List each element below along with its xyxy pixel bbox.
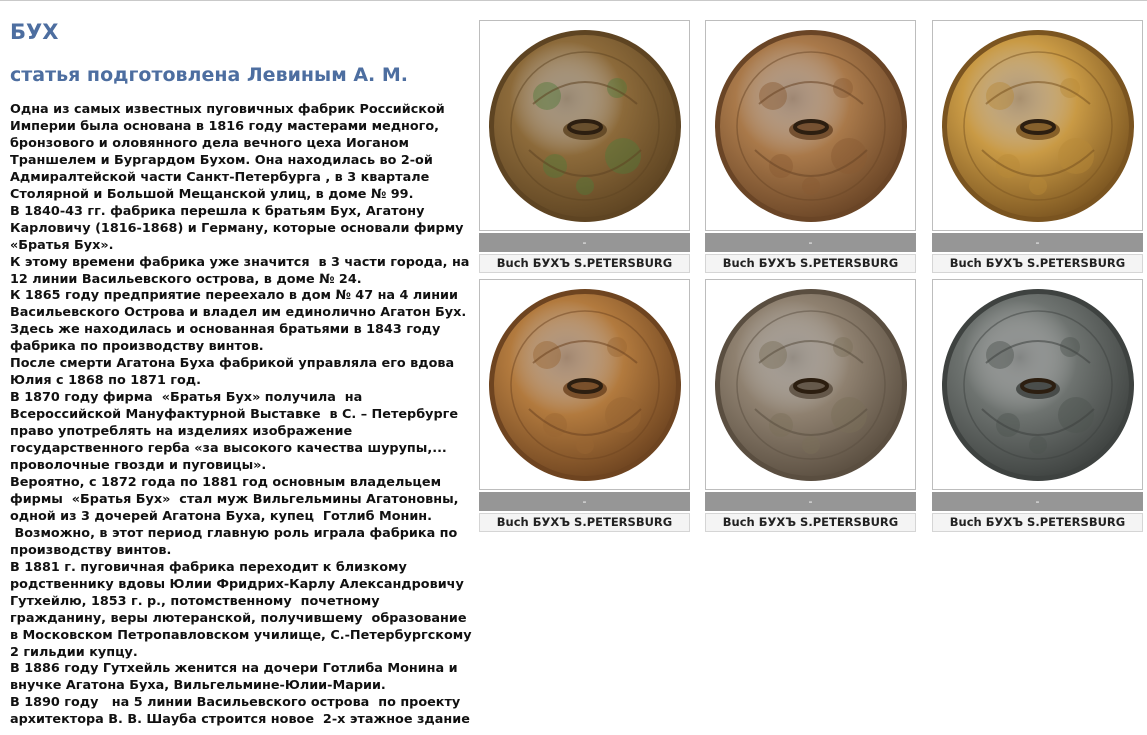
article-body [10, 102, 481, 729]
gallery-thumbnail-link[interactable] [479, 279, 690, 490]
gallery-thumbnail-link[interactable] [705, 279, 916, 490]
gallery-card-bar: - [479, 492, 690, 511]
button-coin-icon [711, 285, 911, 485]
article-paragraph: В 1840-43 гг. фабрика перешла к братьям Бух, Агатону Карловичу (1816-1868) и Герману, которые основали фирму «Братья Бух». [10, 203, 468, 253]
button-coin-icon [485, 285, 685, 485]
article-paragraph: В 1870 году фирма «Братья Бух» получила на Всероссийской Мануфактурной Выставке в С. – Петербурге право употреблять на изделиях изображение государственного герба «за высокого качества шурупы,... проволочные гвозди и пуговицы». [10, 390, 463, 474]
button-coin-icon [711, 26, 911, 226]
article-paragraph: К 1865 году предприятие переехало в дом № 47 на 4 линии Васильевского Острова и владел им единолично Агатон Бух. Здесь же находилась и основанная братьями в 1843 году фабрика по производству винтов. [10, 288, 471, 355]
article-paragraph: Одна из самых известных пуговичных фабрик Российской Империи была основана в 1816 году мастерами медного, бронзового и оловянного дела вечного цеха Иоганом Траншелем и Бургардом Бухом. Она находилась во 2-ой Адмиралтейской части Санкт-Петербурга , в 3 квартале Столярной и Большой Мещанской улиц, в доме № 99. [10, 102, 450, 202]
gallery-card-caption[interactable]: Buch БУХЪ S.PETERSBURG [479, 513, 690, 532]
article-paragraph: К этому времени фабрика уже значится в 3 части города, на 12 линии Васильевского острова, в доме № 24. [10, 254, 474, 287]
gallery-card-caption[interactable]: Buch БУХЪ S.PETERSBURG [705, 513, 916, 532]
gallery-card-caption[interactable]: Buch БУХЪ S.PETERSBURG [932, 513, 1143, 532]
article-paragraph: Вероятно, с 1872 года по 1881 год основным владельцем фирмы «Братья Бух» стал муж Вильгельмины Агатоновны, одной из 3 дочерей Агатона Буха, купец Готлиб Монин. [10, 474, 463, 524]
gallery-card-caption[interactable]: Buch БУХЪ S.PETERSBURG [932, 254, 1143, 273]
gallery-card-caption[interactable]: Buch БУХЪ S.PETERSBURG [479, 254, 690, 273]
article-paragraph: В 1881 г. пуговичная фабрика переходит к близкому родственнику вдовы Юлии Фридрих-Карлу Александровичу Гутхейлю, 1853 г. р., потомственному почетному гражданину, веры лютеранской, получившему образование в Московском Петропавловском училище, С.-Петербургскому 2 гильдии купцу. [10, 559, 481, 660]
gallery-card-bar: - [932, 492, 1143, 511]
page-title: БУХ [10, 20, 59, 44]
gallery-card-bar: - [479, 233, 690, 252]
article-author-subtitle: статья подготовлена Левиным А. М. [10, 64, 409, 86]
article-paragraph: В 1886 году Гутхейль женится на дочери Готлиба Монина и внучке Агатона Буха, Вильгельмине-Юлии-Марии. [10, 661, 463, 694]
gallery-thumbnail-link[interactable] [932, 20, 1143, 231]
article-paragraph: Возможно, в этот период главную роль играла фабрика по производству винтов. [10, 525, 462, 558]
button-coin-icon [938, 26, 1138, 226]
gallery-thumbnail-link[interactable] [705, 20, 916, 231]
gallery-card-bar: - [932, 233, 1143, 252]
gallery-card-caption[interactable]: Buch БУХЪ S.PETERSBURG [705, 254, 916, 273]
article-paragraph: В 1890 году на 5 линии Васильевского острова по проекту архитектора В. В. Шауба строится новое 2-х этажное здание [10, 695, 470, 728]
gallery-thumbnail-link[interactable] [932, 279, 1143, 490]
gallery-card-bar: - [705, 492, 916, 511]
article-paragraph: После смерти Агатона Буха фабрикой управляла его вдова Юлия с 1868 по 1871 год. [10, 356, 459, 389]
top-divider [0, 0, 1147, 1]
button-coin-icon [938, 285, 1138, 485]
gallery-card-bar: - [705, 233, 916, 252]
button-coin-icon [485, 26, 685, 226]
gallery-thumbnail-link[interactable] [479, 20, 690, 231]
